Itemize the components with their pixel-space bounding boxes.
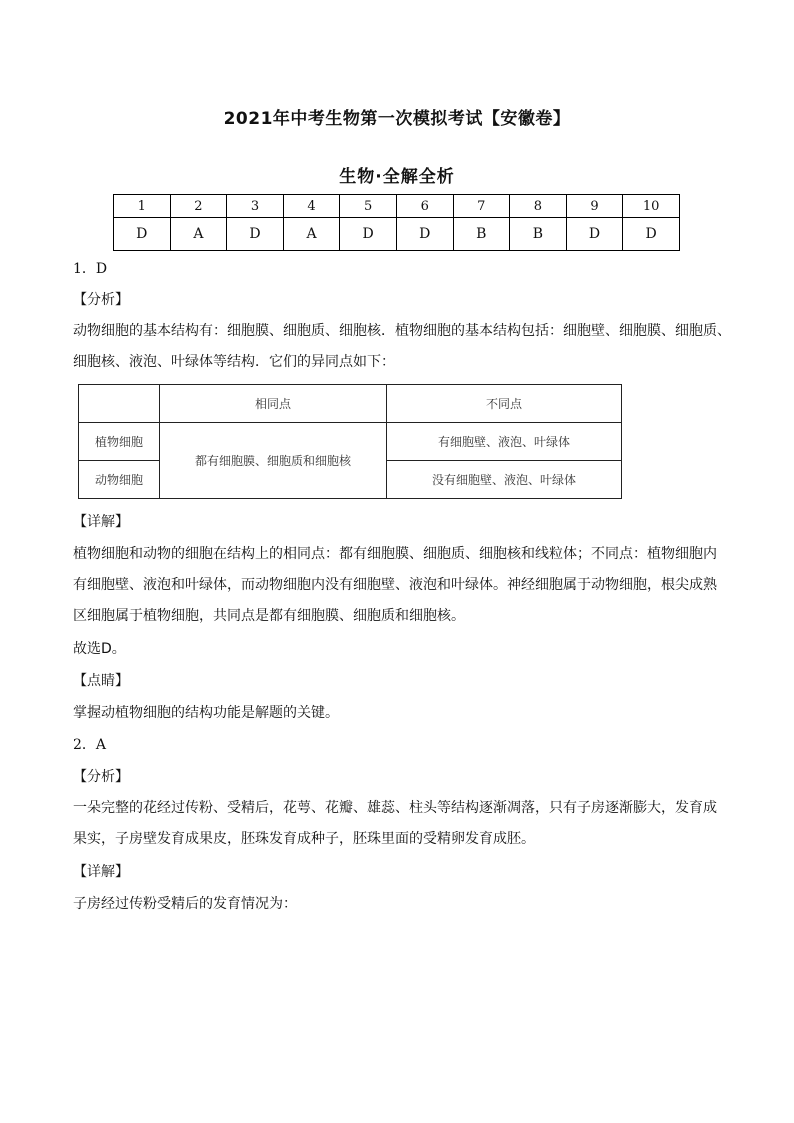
question-number-cell: 7 xyxy=(453,195,510,218)
comparison-same-cell: 都有细胞膜、细胞质和细胞核 xyxy=(160,423,387,499)
comparison-corner-cell xyxy=(79,385,160,423)
answer-cell: D xyxy=(566,218,623,251)
comparison-header-diff: 不同点 xyxy=(387,385,622,423)
answer-key-answers-row xyxy=(114,218,680,251)
question-number-cell: 10 xyxy=(623,195,680,218)
q1-detail-text xyxy=(73,539,733,632)
answer-cell: D xyxy=(340,218,397,251)
question-number-cell: 1 xyxy=(114,195,171,218)
document-subtitle: 生物·全解全析 xyxy=(339,167,455,187)
q1-analysis-line: 动物细胞的基本结构有：细胞膜、细胞质、细胞核．植物细胞的基本结构包括：细胞壁、细胞膜、细胞质、 xyxy=(73,323,731,339)
answer-key-numbers-row xyxy=(114,195,680,218)
q2-detail-text: 子房经过传粉受精后的发育情况为： xyxy=(73,896,297,912)
cell-comparison-table xyxy=(78,384,622,499)
q2-analysis-text xyxy=(73,793,733,855)
q2-analysis-line: 果实，子房壁发育成果皮，胚珠发育成种子，胚珠里面的受精卵发育成胚。 xyxy=(73,831,535,847)
answer-cell: D xyxy=(227,218,284,251)
q1-detail-line: 区细胞属于植物细胞，共同点是都有细胞膜、细胞质和细胞核。 xyxy=(73,608,465,624)
q1-choice: 故选D。 xyxy=(73,641,126,657)
q1-analysis-text xyxy=(73,316,733,378)
q1-detail-line: 植物细胞和动物的细胞在结构上的相同点：都有细胞膜、细胞质、细胞核和线粒体；不同点：植物细胞内 xyxy=(73,546,717,562)
q1-tip-text: 掌握动植物细胞的结构功能是解题的关键。 xyxy=(73,705,339,721)
question-number-cell: 4 xyxy=(283,195,340,218)
comparison-header-same: 相同点 xyxy=(160,385,387,423)
question-number-cell: 8 xyxy=(510,195,567,218)
question-number-cell: 2 xyxy=(170,195,227,218)
question-number-cell: 6 xyxy=(396,195,453,218)
q1-detail-line: 有细胞壁、液泡和叶绿体，而动物细胞内没有细胞壁、液泡和叶绿体。神经细胞属于动物细胞，根尖成熟 xyxy=(73,577,717,593)
answer-cell: D xyxy=(623,218,680,251)
answer-cell: D xyxy=(114,218,171,251)
q1-analysis-tag: 【分析】 xyxy=(73,292,129,308)
answer-cell: B xyxy=(510,218,567,251)
q2-analysis-tag: 【分析】 xyxy=(73,769,129,785)
answer-key-table xyxy=(113,194,680,251)
q1-tip-tag: 【点睛】 xyxy=(73,673,129,689)
comparison-plant-diff: 有细胞壁、液泡、叶绿体 xyxy=(387,423,622,461)
answer-cell: A xyxy=(170,218,227,251)
answer-cell: A xyxy=(283,218,340,251)
q2-analysis-line: 一朵完整的花经过传粉、受精后，花萼、花瓣、雄蕊、柱头等结构逐渐凋落，只有子房逐渐膨大，发育成 xyxy=(73,800,717,816)
q2-detail-tag: 【详解】 xyxy=(73,864,129,880)
question-number-cell: 9 xyxy=(566,195,623,218)
q1-analysis-line: 细胞核、液泡、叶绿体等结构．它们的异同点如下： xyxy=(73,354,395,370)
question-number-cell: 5 xyxy=(340,195,397,218)
document-title: 2021年中考生物第一次模拟考试【安徽卷】 xyxy=(223,109,571,129)
q1-detail-tag: 【详解】 xyxy=(73,514,129,530)
comparison-row-animal: 动物细胞 xyxy=(79,461,160,499)
answer-cell: B xyxy=(453,218,510,251)
q2-heading: 2．A xyxy=(73,737,107,753)
question-number-cell: 3 xyxy=(227,195,284,218)
q1-heading: 1．D xyxy=(73,261,108,277)
comparison-row-plant: 植物细胞 xyxy=(79,423,160,461)
answer-cell: D xyxy=(396,218,453,251)
comparison-animal-diff: 没有细胞壁、液泡、叶绿体 xyxy=(387,461,622,499)
